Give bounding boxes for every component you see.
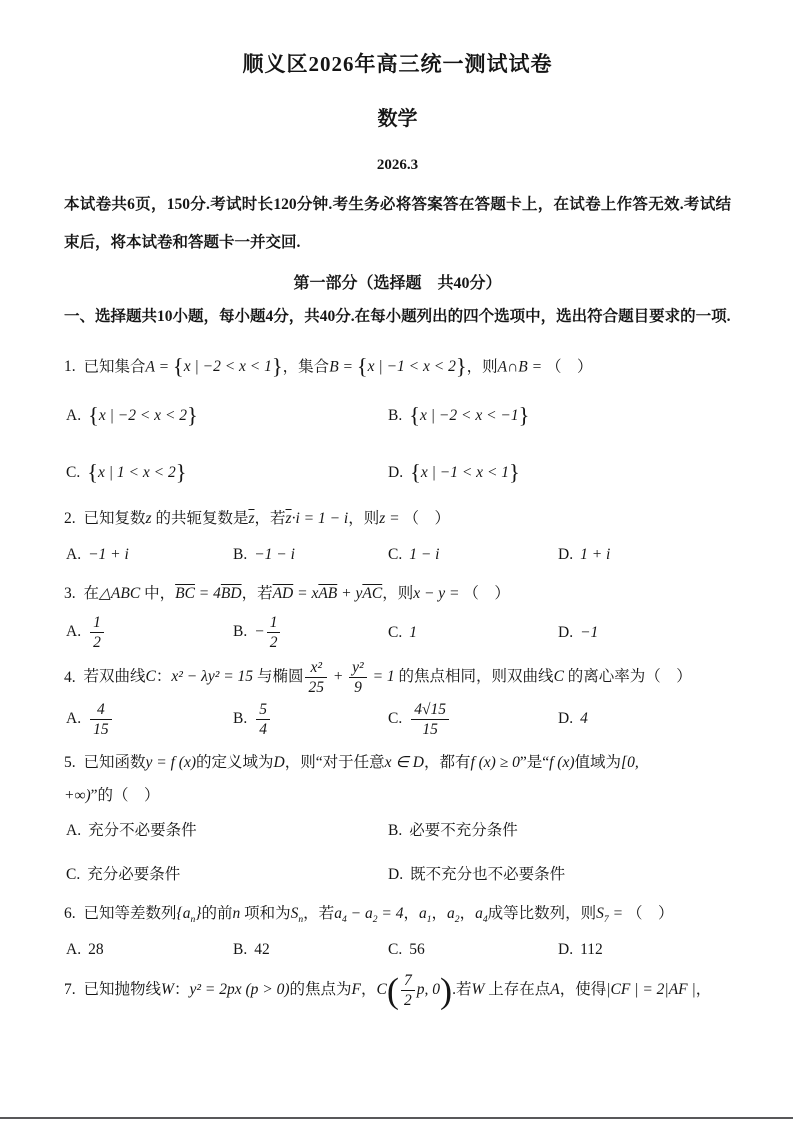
option-label: D. — [558, 545, 574, 563]
math-fragment: y = f (x) — [145, 753, 196, 771]
math-fragment: C — [553, 668, 564, 686]
option-label: A. — [66, 709, 82, 727]
math-subscript: $S_7$ — [596, 905, 609, 926]
math-fragment: + y — [337, 585, 363, 602]
option-label: B. — [233, 545, 248, 563]
option-label: A. — [66, 623, 82, 641]
option-label: B. — [233, 940, 248, 958]
big-paren: ) — [439, 970, 453, 1011]
fraction-denominator: 15 — [422, 720, 438, 738]
stem-text: （ ） — [545, 357, 593, 375]
set-body: x | −2 < x < 2 — [98, 407, 188, 425]
stem-text: 已知等差数列 — [83, 905, 177, 923]
stem-text: 充分必要条件 — [87, 865, 181, 883]
stem-text: 若双曲线 — [83, 668, 146, 686]
fraction-numerator: 5 — [256, 701, 270, 720]
option-item — [233, 935, 388, 964]
math-fragment: + — [328, 668, 348, 686]
stem-text: ， — [360, 981, 377, 999]
fraction — [305, 659, 327, 696]
math-subscript: $a_4$ — [475, 905, 488, 926]
option-label: C. — [66, 463, 81, 481]
option-item — [388, 618, 558, 647]
option-item — [388, 395, 731, 438]
question-number: 4. — [64, 668, 80, 686]
option-item — [233, 614, 388, 651]
stem-text: ，若 — [254, 510, 286, 528]
fraction-numerator: 7 — [401, 972, 415, 991]
math-fragment: − — [254, 623, 265, 641]
exam-instructions: 本试卷共6页，150分.考试时长120分钟.考生务必将答案答在答题卡上，在试卷上作答无效.考试结束后，将本试卷和答题卡一并交回. — [64, 196, 731, 251]
option-item — [233, 540, 388, 569]
math-fragment: C — [145, 668, 156, 686]
stem-text: 的离心率为（ ） — [563, 668, 692, 686]
math-fragment: 1 − i — [409, 545, 440, 563]
option-label: C. — [388, 545, 403, 563]
stem-text: ， — [431, 905, 448, 923]
option-label: D. — [558, 710, 574, 728]
stem-text: （ ） — [403, 510, 451, 528]
stem-text: 已知复数 — [83, 510, 146, 528]
close-brace: } — [271, 353, 283, 379]
stem-text: ，则 — [466, 357, 498, 375]
question-number: 5. — [64, 753, 80, 771]
fraction-numerator: 4√15 — [411, 701, 449, 720]
math-subscript: $a_2$ — [364, 905, 378, 926]
math-fragment: x − y = — [413, 585, 464, 602]
fraction — [401, 972, 415, 1009]
math-fragment: A — [550, 981, 560, 999]
math-fragment: z — [145, 510, 152, 528]
stem-text: ，则 — [382, 585, 414, 602]
math-fragment: p, 0 — [416, 981, 440, 999]
math-fragment: −1 + i — [88, 545, 129, 563]
math-fragment: = x — [293, 585, 319, 602]
set-body: x | −2 < x < 1 — [183, 357, 272, 375]
set-notation — [356, 353, 467, 379]
stem-text: 的前 — [201, 905, 233, 923]
question-block — [64, 577, 731, 651]
question-stem — [64, 972, 731, 1009]
math-fragment: A∩B = — [497, 357, 546, 375]
stem-text: 既不充分也不必要条件 — [410, 865, 566, 883]
bottom-divider — [0, 1117, 793, 1119]
option-label: A. — [66, 545, 82, 563]
set-notation — [88, 402, 198, 428]
open-brace: { — [172, 353, 184, 379]
stem-text: 的共轭复数是 — [151, 510, 249, 528]
stem-text: 的焦点相同，则双曲线 — [398, 668, 554, 686]
set-notation — [87, 459, 187, 485]
option-label: B. — [233, 709, 248, 727]
fraction-numerator: 4 — [90, 701, 112, 720]
options-grid — [66, 935, 731, 964]
option-item — [558, 540, 731, 569]
fraction-denominator: 2 — [269, 634, 278, 652]
math-subscript: $a_4$ — [334, 905, 347, 926]
question-stem — [64, 343, 731, 391]
math-fragment: { — [176, 905, 183, 923]
math-fragment: 1 — [409, 624, 417, 642]
option-item — [66, 614, 233, 651]
question-stem — [64, 897, 731, 931]
close-brace: } — [187, 402, 198, 428]
stem-text: ： — [173, 981, 190, 999]
close-brace: } — [455, 353, 467, 379]
vector-overline: $\overline{z}$ — [248, 510, 255, 528]
math-fragment: − — [346, 905, 365, 923]
option-item — [66, 860, 388, 889]
option-label: C. — [66, 865, 81, 883]
option-label: A. — [66, 407, 82, 425]
option-label: D. — [388, 463, 404, 481]
option-label: A. — [66, 822, 82, 840]
vector-overline: $\overline{BC}$ — [175, 585, 195, 602]
question-stem — [64, 746, 731, 813]
stem-text: ，若 — [241, 585, 273, 602]
math-fragment: x² − λy² = 15 — [171, 668, 257, 686]
fraction — [90, 614, 104, 651]
options-grid — [66, 701, 731, 738]
stem-text: 已知函数 — [83, 753, 146, 771]
question-number: 6. — [64, 905, 80, 923]
math-fragment: n — [232, 905, 241, 923]
option-item — [558, 704, 731, 733]
math-fragment: x ∈ D — [384, 753, 424, 771]
set-body: x | 1 < x < 2 — [98, 463, 176, 481]
stem-text: ”的（ ） — [90, 786, 160, 804]
set-notation — [410, 459, 520, 485]
option-item — [558, 935, 731, 964]
math-fragment: f (x) — [549, 753, 575, 771]
option-label: B. — [388, 822, 403, 840]
set-body: x | −2 < x < −1 — [420, 407, 519, 425]
stem-text: （ ） — [463, 585, 510, 602]
stem-text: ，都有 — [423, 753, 471, 771]
question-block — [64, 659, 731, 737]
fraction — [267, 614, 281, 651]
paper-title: 顺义区2026年高三统一测试试卷 — [242, 52, 553, 76]
big-paren: ( — [386, 970, 399, 1011]
options-grid — [66, 614, 731, 651]
option-item — [388, 816, 731, 845]
stem-text: ”是“ — [519, 753, 550, 771]
vector-overline: $\overline{z}$ — [285, 510, 292, 528]
fraction-numerator: 1 — [267, 614, 281, 633]
options-grid — [66, 395, 731, 494]
stem-text: ， — [403, 905, 419, 923]
fraction — [256, 701, 270, 738]
option-label: D. — [388, 865, 404, 883]
stem-text: 的定义域为 — [196, 753, 274, 771]
question-stem — [64, 659, 731, 696]
option-item — [388, 701, 558, 738]
option-item — [66, 816, 388, 845]
stem-text: 值域为 — [574, 753, 622, 771]
stem-text: ： — [155, 668, 172, 686]
close-brace: } — [518, 402, 530, 428]
option-item — [66, 935, 233, 964]
stem-text: .若 — [452, 981, 472, 999]
question-block — [64, 343, 731, 495]
stem-text: ，则 — [348, 510, 380, 528]
open-brace: { — [410, 459, 421, 485]
open-brace: { — [87, 459, 99, 485]
fraction — [90, 701, 112, 738]
question-number: 3. — [64, 585, 80, 602]
stem-text: 上存在点 — [484, 981, 551, 999]
fraction-denominator: 2 — [93, 634, 101, 652]
question-block — [64, 897, 731, 964]
option-label: D. — [558, 940, 574, 958]
close-brace: } — [509, 459, 520, 485]
math-fragment: D — [273, 753, 285, 771]
option-label: B. — [388, 407, 403, 425]
question-block — [64, 746, 731, 890]
open-brace: { — [356, 353, 368, 379]
math-fragment: F — [351, 981, 361, 999]
fraction-denominator: 4 — [259, 720, 267, 738]
math-fragment: −1 − i — [254, 545, 295, 563]
option-item — [233, 701, 388, 738]
question-number: 7. — [64, 981, 80, 999]
math-fragment: 4 — [580, 710, 588, 728]
option-item — [388, 452, 731, 495]
math-fragment: f (x) ≥ 0 — [470, 753, 520, 771]
vector-overline: $\overline{AD}$ — [272, 585, 294, 602]
fraction — [411, 701, 449, 738]
option-label: C. — [388, 940, 403, 958]
math-fragment: 1 + i — [580, 545, 611, 563]
math-fragment: −1 — [580, 624, 599, 642]
stem-text: ，若 — [303, 905, 335, 923]
fraction-denominator: 25 — [308, 679, 324, 697]
stem-text: 112 — [580, 940, 603, 958]
math-fragment: = 4 — [377, 905, 404, 923]
stem-text: 在 — [83, 585, 100, 602]
open-brace: { — [409, 402, 421, 428]
stem-text: ，使得 — [559, 981, 607, 999]
math-fragment: } — [195, 905, 202, 923]
question-block — [64, 972, 731, 1009]
subject-title: 数学 — [377, 108, 418, 130]
stem-text: 42 — [254, 940, 270, 958]
stem-text: 中， — [140, 585, 176, 602]
math-subscript: $a_1$ — [418, 905, 432, 926]
stem-text: 的焦点为 — [289, 981, 352, 999]
close-brace: } — [175, 459, 187, 485]
options-grid — [66, 816, 731, 889]
option-label: C. — [388, 624, 403, 642]
option-item — [66, 701, 233, 738]
open-brace: { — [88, 402, 99, 428]
question-number: 1. — [64, 357, 80, 375]
stem-text: ， — [695, 981, 712, 999]
option-label: D. — [558, 624, 574, 642]
math-fragment: = 4 — [194, 585, 221, 602]
option-item — [66, 395, 388, 438]
fraction-denominator: 15 — [93, 720, 109, 738]
section-intro: 一、选择题共10小题，每小题4分，共40分.在每小题列出的四个选项中，选出符合题目要求的一项. — [64, 307, 731, 325]
fraction-numerator: x² — [305, 659, 327, 678]
question-stem — [64, 502, 731, 535]
option-item — [388, 935, 558, 964]
math-subscript: $S_n$ — [290, 905, 304, 926]
option-item — [388, 860, 731, 889]
math-fragment: C — [376, 981, 387, 999]
vector-overline: $\overline{BD}$ — [220, 585, 242, 602]
stem-text: 充分不必要条件 — [88, 822, 197, 840]
stem-text: 已知集合 — [83, 357, 146, 375]
math-fragment: = — [608, 905, 627, 923]
option-label: C. — [388, 709, 403, 727]
math-fragment: W — [471, 981, 485, 999]
math-fragment: B = — [329, 357, 357, 375]
stem-text: 成等比数列，则 — [487, 905, 597, 923]
stem-text: 必要不充分条件 — [409, 822, 518, 840]
math-fragment: ·i = 1 − i — [291, 510, 349, 528]
option-item — [388, 540, 558, 569]
stem-text: 已知抛物线 — [83, 981, 162, 999]
fraction-denominator: 9 — [354, 679, 362, 697]
option-item — [66, 540, 233, 569]
set-body: x | −1 < x < 1 — [420, 463, 510, 481]
option-item — [66, 452, 388, 495]
vector-overline: $\overline{AC}$ — [362, 585, 383, 602]
math-fragment: W — [161, 981, 174, 999]
set-notation — [409, 402, 530, 428]
math-fragment: = 1 — [368, 668, 399, 686]
stem-text: 56 — [409, 940, 425, 958]
option-label: A. — [66, 940, 82, 958]
math-fragment: z = — [379, 510, 404, 528]
fraction — [349, 659, 367, 696]
exam-date: 2026.3 — [376, 157, 419, 173]
stem-text: （ ） — [626, 905, 674, 923]
stem-text: 28 — [88, 940, 104, 958]
vector-overline: $\overline{AB}$ — [318, 585, 338, 602]
fraction-denominator: 2 — [403, 992, 412, 1010]
set-notation — [172, 353, 283, 379]
math-fragment: A = — [145, 357, 173, 375]
stem-text: ，集合 — [282, 357, 330, 375]
set-body: x | −1 < x < 2 — [367, 357, 456, 375]
math-fragment: |CF | = 2|AF | — [606, 981, 696, 999]
stem-text: 与椭圆 — [256, 668, 304, 686]
option-item — [558, 618, 731, 647]
math-subscript: $a_2$ — [447, 905, 460, 926]
part-heading: 第一部分（选择题 共40分） — [293, 274, 502, 292]
option-label: B. — [233, 623, 248, 641]
fraction-numerator: 1 — [90, 614, 104, 633]
question-stem — [64, 577, 731, 610]
math-fragment: y² = 2px (p > 0) — [189, 981, 290, 999]
options-grid — [66, 540, 731, 569]
stem-text: ，则“对于任意 — [284, 753, 385, 771]
question-number: 2. — [64, 510, 80, 528]
questions-list — [64, 343, 731, 1010]
stem-text: ， — [459, 905, 476, 923]
math-fragment: [0, +∞) — [64, 753, 639, 804]
math-subscript: $a_n$ — [182, 905, 196, 926]
fraction-numerator: y² — [349, 659, 367, 678]
math-fragment: △ABC — [99, 585, 141, 602]
stem-text: 项和为 — [240, 905, 291, 923]
question-block — [64, 502, 731, 569]
